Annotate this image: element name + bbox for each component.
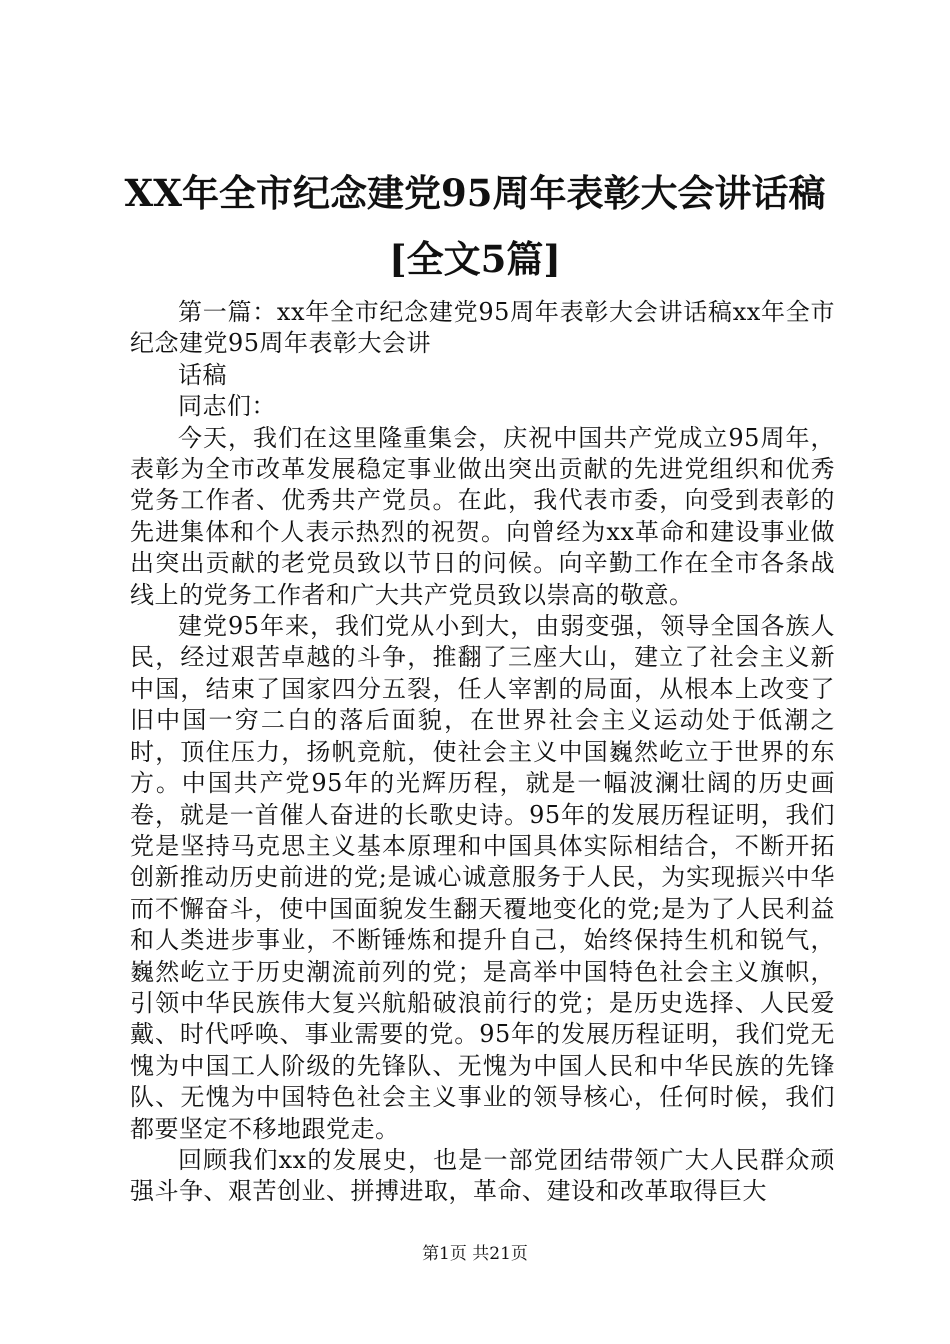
document-body [130,297,835,1208]
document-title: XX年全市纪念建党95周年表彰大会讲话稿[全文5篇] [124,171,826,281]
paragraph-2: 建党95年来，我们党从小到大，由弱变强，领导全国各族人民，经过艰苦卓越的斗争，推翻了三座大山，建立了社会主义新中国，结束了国家四分五裂，任人宰割的局面，从根本上改变了旧中国一穷二白的落后面貌，在世界社会主义运动处于低潮之时，顶住压力，扬帆竞航，使社会主义中国巍然屹立于世界的东方。中国共产党95年的光辉历程，就是一幅波澜壮阔的历史画卷，就是一首催人奋进的长歌史诗。95年的发展历程证明，我们党是坚持马克思主义基本原理和中国具体实际相结合，不断开拓创新推动历史前进的党;是诚心诚意服务于人民，为实现振兴中华而不懈奋斗，使中国面貌发生翻天覆地变化的党;是为了人民利益和人类进步事业，不断锤炼和提升自己，始终保持生机和锐气，巍然屹立于历史潮流前列的党；是高举中国特色社会主义旗帜，引领中华民族伟大复兴航船破浪前行的党；是历史选择、人民爱戴、时代呼唤、事业需要的党。95年的发展历程证明，我们党无愧为中国工人阶级的先锋队、无愧为中国人民和中华民族的先锋队、无愧为中国特色社会主义事业的领导核心，任何时候，我们都要坚定不移地跟党走。 [130,612,835,1143]
paragraph-heading-continued: 话稿 [178,360,227,389]
paragraph-heading: 第一篇：xx年全市纪念建党95周年表彰大会讲话稿xx年全市纪念建党95周年表彰大会讲 [130,298,835,358]
page-footer: 第1页 共21页 [422,1244,528,1264]
paragraph-3: 回顾我们xx的发展史，也是一部党团结带领广大人民群众顽强斗争、艰苦创业、拼搏进取，革命、建设和改革取得巨大 [130,1145,835,1206]
paragraph-salutation: 同志们： [178,392,276,421]
paragraph-1: 今天，我们在这里隆重集会，庆祝中国共产党成立95周年，表彰为全市改革发展稳定事业做出突出贡献的先进党组织和优秀党务工作者、优秀共产党员。在此，我代表市委，向受到表彰的先进集体和个人表示热烈的祝贺。向曾经为xx革命和建设事业做出突出贡献的老党员致以节日的问候。向辛勤工作在全市各条战线上的党务工作者和广大共产党员致以崇高的敬意。 [130,423,835,609]
